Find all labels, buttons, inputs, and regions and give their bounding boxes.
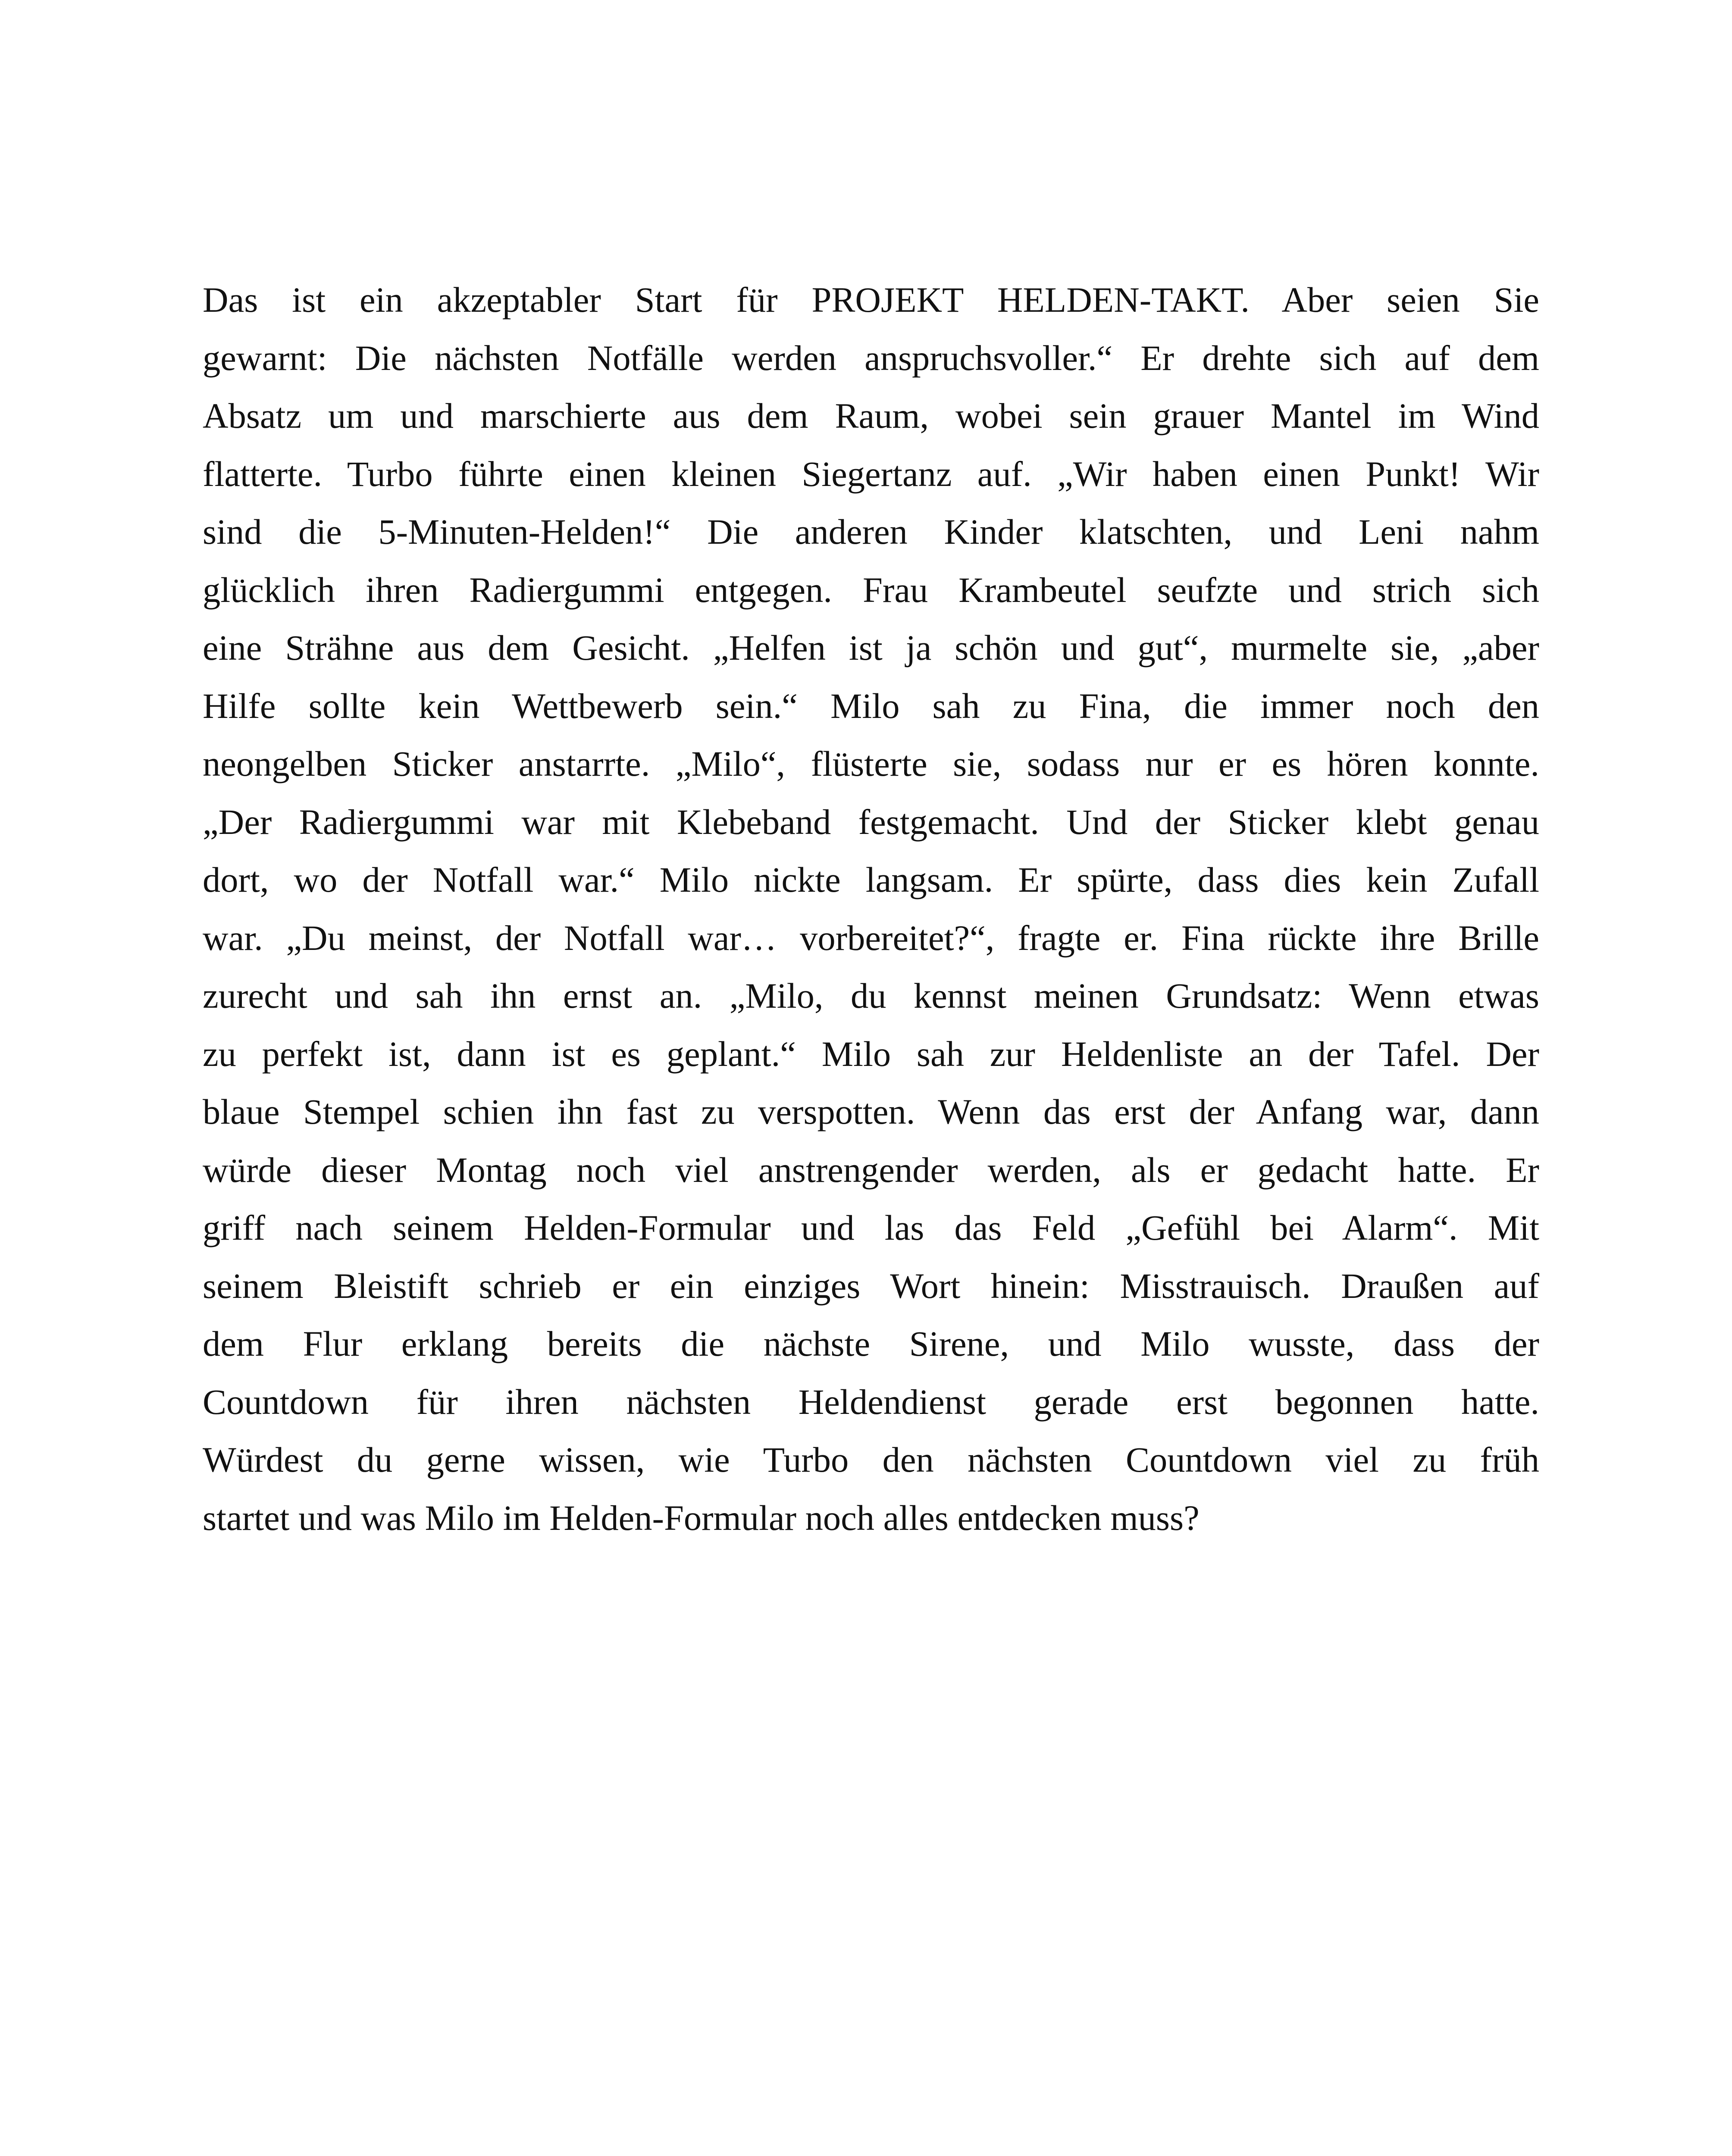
text-line: würde dieser Montag noch viel anstrengender werden, als er gedacht hatte. Er <box>203 1150 1539 1190</box>
text-line: eine Strähne aus dem Gesicht. „Helfen ist ja schön und gut“, murmelte sie, „aber <box>203 628 1539 667</box>
text-line: glücklich ihren Radiergummi entgegen. Frau Krambeutel seufzte und strich sich <box>203 570 1539 610</box>
body-paragraph <box>203 271 1539 1547</box>
text-line: Absatz um und marschierte aus dem Raum, wobei sein grauer Mantel im Wind <box>203 396 1539 436</box>
text-line: neongelben Sticker anstarrte. „Milo“, flüsterte sie, sodass nur er es hören konnte. <box>203 744 1539 783</box>
text-line: zurecht und sah ihn ernst an. „Milo, du kennst meinen Grundsatz: Wenn etwas <box>203 976 1539 1015</box>
text-line: sind die 5-Minuten-Helden!“ Die anderen Kinder klatschten, und Leni nahm <box>203 512 1539 552</box>
text-line: dort, wo der Notfall war.“ Milo nickte langsam. Er spürte, dass dies kein Zufall <box>203 860 1539 899</box>
text-line: Würdest du gerne wissen, wie Turbo den nächsten Countdown viel zu früh <box>203 1440 1539 1479</box>
text-line: seinem Bleistift schrieb er ein einziges Wort hinein: Misstrauisch. Draußen auf <box>203 1266 1539 1306</box>
text-line: griff nach seinem Helden-Formular und las das Feld „Gefühl bei Alarm“. Mit <box>203 1208 1539 1247</box>
text-line: Hilfe sollte kein Wettbewerb sein.“ Milo sah zu Fina, die immer noch den <box>203 686 1539 726</box>
text-line: „Der Radiergummi war mit Klebeband festgemacht. Und der Sticker klebt genau <box>203 802 1539 842</box>
text-line: Das ist ein akzeptabler Start für PROJEKT HELDEN-TAKT. Aber seien Sie <box>203 280 1539 320</box>
text-line: war. „Du meinst, der Notfall war… vorbereitet?“, fragte er. Fina rückte ihre Brille <box>203 918 1539 958</box>
text-line: flatterte. Turbo führte einen kleinen Siegertanz auf. „Wir haben einen Punkt! Wir <box>203 454 1539 494</box>
text-line: blaue Stempel schien ihn fast zu verspotten. Wenn das erst der Anfang war, dann <box>203 1092 1539 1131</box>
text-line: dem Flur erklang bereits die nächste Sirene, und Milo wusste, dass der <box>203 1324 1539 1363</box>
text-line: zu perfekt ist, dann ist es geplant.“ Milo sah zur Heldenliste an der Tafel. Der <box>203 1034 1539 1074</box>
text-line: gewarnt: Die nächsten Notfälle werden anspruchsvoller.“ Er drehte sich auf dem <box>203 338 1539 378</box>
text-line: Countdown für ihren nächsten Heldendienst gerade erst begonnen hatte. <box>203 1382 1539 1422</box>
text-line: startet und was Milo im Helden-Formular noch alles entdecken muss? <box>203 1498 1200 1538</box>
